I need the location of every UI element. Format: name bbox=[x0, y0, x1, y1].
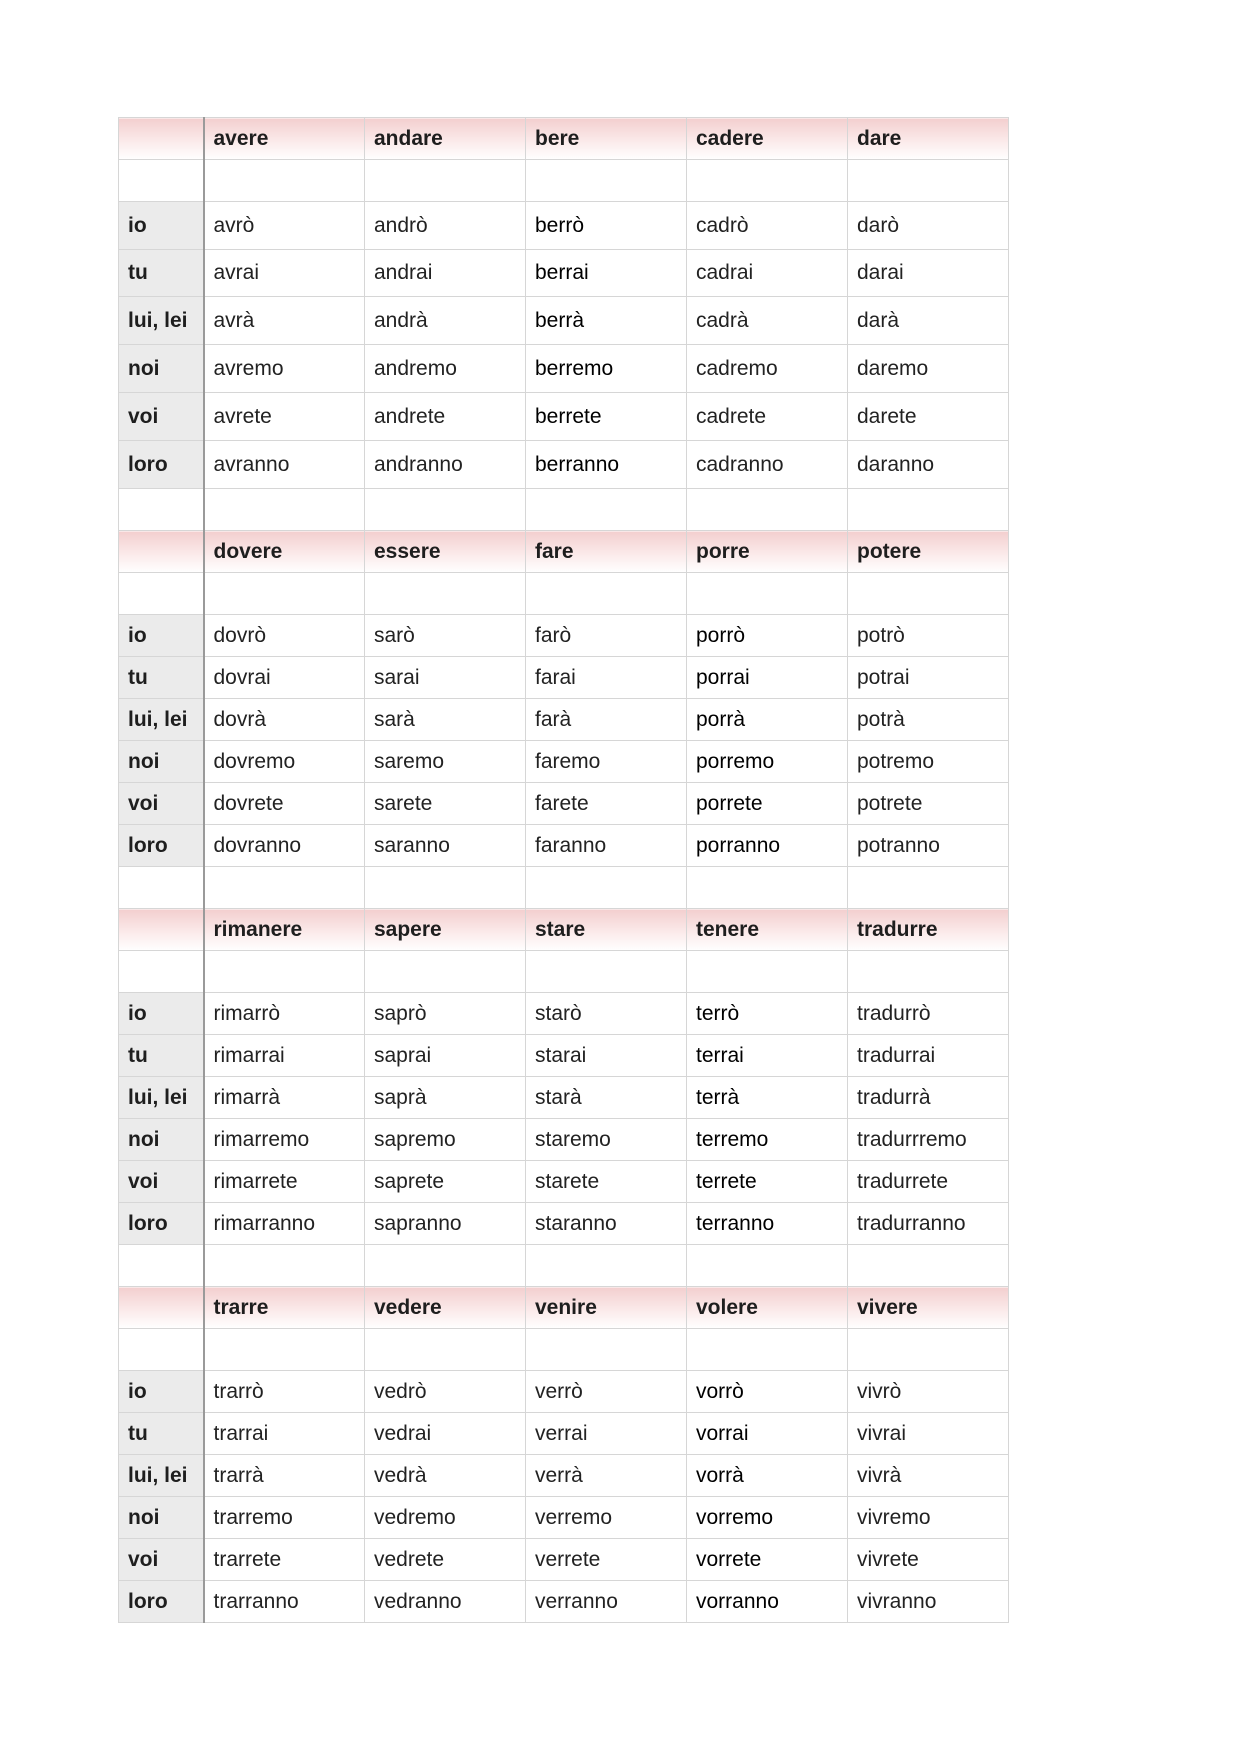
conjugated-form: potrò bbox=[848, 615, 1009, 657]
conjugated-form: vedrai bbox=[365, 1413, 526, 1455]
conjugated-form: porrà bbox=[687, 699, 848, 741]
pronoun-label: lui, lei bbox=[119, 1077, 204, 1119]
conjugated-form: cadrai bbox=[687, 250, 848, 297]
conjugation-row bbox=[119, 1539, 1009, 1581]
conjugated-form: tradurranno bbox=[848, 1203, 1009, 1245]
conjugated-form: trarranno bbox=[204, 1581, 365, 1623]
empty-cell bbox=[365, 160, 526, 202]
conjugated-form: vorrà bbox=[687, 1455, 848, 1497]
conjugated-form: cadrete bbox=[687, 393, 848, 441]
conjugated-form: andrete bbox=[365, 393, 526, 441]
conjugation-row bbox=[119, 345, 1009, 393]
pronoun-label: noi bbox=[119, 741, 204, 783]
conjugated-form: avremo bbox=[204, 345, 365, 393]
verb-infinitive-header: rimanere bbox=[204, 909, 365, 951]
empty-cell bbox=[687, 867, 848, 909]
conjugated-form: terranno bbox=[687, 1203, 848, 1245]
conjugated-form: vedranno bbox=[365, 1581, 526, 1623]
conjugated-form: dovrò bbox=[204, 615, 365, 657]
verb-infinitive-header: andare bbox=[365, 118, 526, 160]
verb-infinitive-header: vedere bbox=[365, 1287, 526, 1329]
blank-row bbox=[119, 160, 1009, 202]
conjugated-form: rimarrai bbox=[204, 1035, 365, 1077]
verb-infinitive-header: fare bbox=[526, 531, 687, 573]
conjugated-form: tradurrete bbox=[848, 1161, 1009, 1203]
conjugated-form: starà bbox=[526, 1077, 687, 1119]
verb-infinitive-header: tenere bbox=[687, 909, 848, 951]
conjugated-form: berrò bbox=[526, 202, 687, 250]
verb-infinitive-header: dare bbox=[848, 118, 1009, 160]
empty-cell bbox=[365, 489, 526, 531]
conjugated-form: faranno bbox=[526, 825, 687, 867]
verb-infinitive-header: venire bbox=[526, 1287, 687, 1329]
conjugated-form: berrà bbox=[526, 297, 687, 345]
conjugated-form: cadremo bbox=[687, 345, 848, 393]
empty-cell bbox=[119, 951, 204, 993]
conjugated-form: trarrà bbox=[204, 1455, 365, 1497]
verb-header-row bbox=[119, 118, 1009, 160]
conjugated-form: berrai bbox=[526, 250, 687, 297]
empty-cell bbox=[365, 1329, 526, 1371]
conjugated-form: dovrete bbox=[204, 783, 365, 825]
conjugated-form: sapranno bbox=[365, 1203, 526, 1245]
conjugated-form: avranno bbox=[204, 441, 365, 489]
empty-cell bbox=[848, 867, 1009, 909]
conjugated-form: porrete bbox=[687, 783, 848, 825]
pronoun-label: loro bbox=[119, 441, 204, 489]
pronoun-label: noi bbox=[119, 345, 204, 393]
empty-cell bbox=[687, 951, 848, 993]
verb-infinitive-header: trarre bbox=[204, 1287, 365, 1329]
conjugated-form: porranno bbox=[687, 825, 848, 867]
conjugation-row bbox=[119, 1203, 1009, 1245]
conjugation-row bbox=[119, 783, 1009, 825]
conjugation-row bbox=[119, 741, 1009, 783]
conjugated-form: farò bbox=[526, 615, 687, 657]
conjugated-form: sarete bbox=[365, 783, 526, 825]
empty-cell bbox=[848, 1245, 1009, 1287]
conjugated-form: porremo bbox=[687, 741, 848, 783]
empty-cell bbox=[119, 489, 204, 531]
conjugated-form: tradurrà bbox=[848, 1077, 1009, 1119]
conjugated-form: starai bbox=[526, 1035, 687, 1077]
conjugated-form: andrò bbox=[365, 202, 526, 250]
conjugation-row bbox=[119, 1497, 1009, 1539]
conjugated-form: terrà bbox=[687, 1077, 848, 1119]
conjugated-form: sarai bbox=[365, 657, 526, 699]
conjugated-form: vedrete bbox=[365, 1539, 526, 1581]
conjugated-form: farete bbox=[526, 783, 687, 825]
conjugated-form: verranno bbox=[526, 1581, 687, 1623]
pronoun-label: io bbox=[119, 1371, 204, 1413]
conjugation-row bbox=[119, 1035, 1009, 1077]
conjugated-form: terremo bbox=[687, 1119, 848, 1161]
conjugated-form: trarrete bbox=[204, 1539, 365, 1581]
empty-cell bbox=[687, 1245, 848, 1287]
conjugated-form: staranno bbox=[526, 1203, 687, 1245]
conjugated-form: vorrete bbox=[687, 1539, 848, 1581]
header-corner-cell bbox=[119, 118, 204, 160]
conjugated-form: verrà bbox=[526, 1455, 687, 1497]
conjugated-form: tradurrai bbox=[848, 1035, 1009, 1077]
empty-cell bbox=[365, 867, 526, 909]
header-corner-cell bbox=[119, 1287, 204, 1329]
conjugated-form: darai bbox=[848, 250, 1009, 297]
empty-cell bbox=[526, 489, 687, 531]
conjugated-form: starete bbox=[526, 1161, 687, 1203]
verb-infinitive-header: porre bbox=[687, 531, 848, 573]
empty-cell bbox=[687, 573, 848, 615]
pronoun-label: tu bbox=[119, 250, 204, 297]
verb-header-row bbox=[119, 909, 1009, 951]
conjugated-form: saprò bbox=[365, 993, 526, 1035]
empty-cell bbox=[526, 867, 687, 909]
conjugated-form: avrò bbox=[204, 202, 365, 250]
pronoun-label: voi bbox=[119, 1161, 204, 1203]
conjugated-form: potranno bbox=[848, 825, 1009, 867]
conjugated-form: potrete bbox=[848, 783, 1009, 825]
empty-cell bbox=[687, 160, 848, 202]
conjugated-form: andranno bbox=[365, 441, 526, 489]
conjugated-form: vedrò bbox=[365, 1371, 526, 1413]
conjugated-form: daremo bbox=[848, 345, 1009, 393]
conjugation-row bbox=[119, 1161, 1009, 1203]
verb-infinitive-header: avere bbox=[204, 118, 365, 160]
conjugated-form: trarremo bbox=[204, 1497, 365, 1539]
conjugated-form: andremo bbox=[365, 345, 526, 393]
verb-infinitive-header: bere bbox=[526, 118, 687, 160]
empty-cell bbox=[848, 951, 1009, 993]
conjugated-form: farai bbox=[526, 657, 687, 699]
conjugated-form: cadrò bbox=[687, 202, 848, 250]
conjugated-form: vorrai bbox=[687, 1413, 848, 1455]
header-corner-cell bbox=[119, 909, 204, 951]
conjugated-form: tradurrremo bbox=[848, 1119, 1009, 1161]
empty-cell bbox=[526, 1329, 687, 1371]
conjugated-form: porrò bbox=[687, 615, 848, 657]
empty-cell bbox=[848, 1329, 1009, 1371]
conjugated-form: berremo bbox=[526, 345, 687, 393]
conjugated-form: saremo bbox=[365, 741, 526, 783]
verb-infinitive-header: tradurre bbox=[848, 909, 1009, 951]
conjugation-row bbox=[119, 615, 1009, 657]
pronoun-label: lui, lei bbox=[119, 297, 204, 345]
verb-infinitive-header: essere bbox=[365, 531, 526, 573]
conjugated-form: darà bbox=[848, 297, 1009, 345]
conjugation-row bbox=[119, 1581, 1009, 1623]
empty-cell bbox=[848, 573, 1009, 615]
blank-row bbox=[119, 573, 1009, 615]
empty-cell bbox=[204, 160, 365, 202]
pronoun-label: voi bbox=[119, 783, 204, 825]
empty-cell bbox=[204, 951, 365, 993]
empty-cell bbox=[119, 1245, 204, 1287]
conjugated-form: cadranno bbox=[687, 441, 848, 489]
conjugation-table bbox=[118, 117, 1009, 1623]
empty-cell bbox=[204, 573, 365, 615]
empty-cell bbox=[119, 1329, 204, 1371]
pronoun-label: noi bbox=[119, 1497, 204, 1539]
conjugation-row bbox=[119, 1413, 1009, 1455]
conjugated-form: faremo bbox=[526, 741, 687, 783]
verb-header-row bbox=[119, 1287, 1009, 1329]
conjugated-form: vorranno bbox=[687, 1581, 848, 1623]
conjugated-form: rimarremo bbox=[204, 1119, 365, 1161]
empty-cell bbox=[204, 1245, 365, 1287]
conjugated-form: vedrà bbox=[365, 1455, 526, 1497]
pronoun-label: io bbox=[119, 615, 204, 657]
empty-cell bbox=[204, 867, 365, 909]
conjugation-row bbox=[119, 699, 1009, 741]
conjugation-row bbox=[119, 1455, 1009, 1497]
conjugation-row bbox=[119, 657, 1009, 699]
conjugated-form: vorremo bbox=[687, 1497, 848, 1539]
conjugated-form: rimarrete bbox=[204, 1161, 365, 1203]
conjugated-form: potremo bbox=[848, 741, 1009, 783]
conjugation-row bbox=[119, 202, 1009, 250]
conjugated-form: terrete bbox=[687, 1161, 848, 1203]
conjugation-row bbox=[119, 393, 1009, 441]
conjugated-form: terrai bbox=[687, 1035, 848, 1077]
spacer-row bbox=[119, 1245, 1009, 1287]
conjugated-form: vedremo bbox=[365, 1497, 526, 1539]
conjugated-form: sapremo bbox=[365, 1119, 526, 1161]
empty-cell bbox=[848, 160, 1009, 202]
conjugated-form: dovrà bbox=[204, 699, 365, 741]
conjugated-form: sarò bbox=[365, 615, 526, 657]
verb-infinitive-header: sapere bbox=[365, 909, 526, 951]
empty-cell bbox=[365, 951, 526, 993]
pronoun-label: tu bbox=[119, 1035, 204, 1077]
empty-cell bbox=[526, 1245, 687, 1287]
conjugated-form: andrai bbox=[365, 250, 526, 297]
conjugated-form: verrò bbox=[526, 1371, 687, 1413]
conjugated-form: dovremo bbox=[204, 741, 365, 783]
conjugated-form: vivrò bbox=[848, 1371, 1009, 1413]
spacer-row bbox=[119, 867, 1009, 909]
conjugated-form: saprai bbox=[365, 1035, 526, 1077]
conjugated-form: daranno bbox=[848, 441, 1009, 489]
pronoun-label: voi bbox=[119, 1539, 204, 1581]
conjugated-form: terrò bbox=[687, 993, 848, 1035]
conjugated-form: vivrete bbox=[848, 1539, 1009, 1581]
conjugation-row bbox=[119, 250, 1009, 297]
pronoun-label: lui, lei bbox=[119, 699, 204, 741]
pronoun-label: loro bbox=[119, 1203, 204, 1245]
conjugation-row bbox=[119, 1119, 1009, 1161]
conjugated-form: tradurrò bbox=[848, 993, 1009, 1035]
conjugated-form: saprà bbox=[365, 1077, 526, 1119]
conjugation-row bbox=[119, 1371, 1009, 1413]
pronoun-label: loro bbox=[119, 1581, 204, 1623]
pronoun-label: io bbox=[119, 993, 204, 1035]
blank-row bbox=[119, 1329, 1009, 1371]
conjugated-form: saranno bbox=[365, 825, 526, 867]
blank-row bbox=[119, 951, 1009, 993]
empty-cell bbox=[526, 951, 687, 993]
conjugated-form: potrà bbox=[848, 699, 1009, 741]
conjugated-form: potrai bbox=[848, 657, 1009, 699]
conjugated-form: darete bbox=[848, 393, 1009, 441]
conjugated-form: rimarrò bbox=[204, 993, 365, 1035]
conjugated-form: vivrà bbox=[848, 1455, 1009, 1497]
conjugation-row bbox=[119, 441, 1009, 489]
empty-cell bbox=[204, 489, 365, 531]
empty-cell bbox=[204, 1329, 365, 1371]
empty-cell bbox=[365, 1245, 526, 1287]
conjugated-form: verremo bbox=[526, 1497, 687, 1539]
pronoun-label: io bbox=[119, 202, 204, 250]
empty-cell bbox=[526, 160, 687, 202]
conjugated-form: vivrai bbox=[848, 1413, 1009, 1455]
empty-cell bbox=[365, 573, 526, 615]
conjugated-form: trarrai bbox=[204, 1413, 365, 1455]
conjugated-form: sarà bbox=[365, 699, 526, 741]
conjugated-form: verrai bbox=[526, 1413, 687, 1455]
conjugated-form: avrai bbox=[204, 250, 365, 297]
conjugated-form: berrete bbox=[526, 393, 687, 441]
header-corner-cell bbox=[119, 531, 204, 573]
conjugated-form: rimarranno bbox=[204, 1203, 365, 1245]
conjugated-form: starò bbox=[526, 993, 687, 1035]
conjugated-form: vivremo bbox=[848, 1497, 1009, 1539]
verb-infinitive-header: potere bbox=[848, 531, 1009, 573]
conjugation-row bbox=[119, 1077, 1009, 1119]
conjugated-form: avrà bbox=[204, 297, 365, 345]
conjugated-form: avrete bbox=[204, 393, 365, 441]
conjugated-form: vorrò bbox=[687, 1371, 848, 1413]
pronoun-label: noi bbox=[119, 1119, 204, 1161]
pronoun-label: lui, lei bbox=[119, 1455, 204, 1497]
empty-cell bbox=[687, 1329, 848, 1371]
conjugated-form: darò bbox=[848, 202, 1009, 250]
verb-infinitive-header: volere bbox=[687, 1287, 848, 1329]
conjugation-row bbox=[119, 993, 1009, 1035]
verb-infinitive-header: stare bbox=[526, 909, 687, 951]
conjugated-form: berranno bbox=[526, 441, 687, 489]
empty-cell bbox=[119, 160, 204, 202]
verb-infinitive-header: vivere bbox=[848, 1287, 1009, 1329]
pronoun-label: tu bbox=[119, 657, 204, 699]
pronoun-label: voi bbox=[119, 393, 204, 441]
conjugated-form: dovrai bbox=[204, 657, 365, 699]
empty-cell bbox=[119, 573, 204, 615]
verb-infinitive-header: cadere bbox=[687, 118, 848, 160]
empty-cell bbox=[687, 489, 848, 531]
empty-cell bbox=[526, 573, 687, 615]
conjugated-form: vivranno bbox=[848, 1581, 1009, 1623]
conjugation-row bbox=[119, 825, 1009, 867]
empty-cell bbox=[848, 489, 1009, 531]
conjugated-form: porrai bbox=[687, 657, 848, 699]
conjugated-form: verrete bbox=[526, 1539, 687, 1581]
conjugated-form: cadrà bbox=[687, 297, 848, 345]
conjugated-form: dovranno bbox=[204, 825, 365, 867]
empty-cell bbox=[119, 867, 204, 909]
conjugated-form: andrà bbox=[365, 297, 526, 345]
conjugation-row bbox=[119, 297, 1009, 345]
spacer-row bbox=[119, 489, 1009, 531]
verb-infinitive-header: dovere bbox=[204, 531, 365, 573]
conjugated-form: trarrò bbox=[204, 1371, 365, 1413]
conjugated-form: farà bbox=[526, 699, 687, 741]
verb-header-row bbox=[119, 531, 1009, 573]
conjugated-form: rimarrà bbox=[204, 1077, 365, 1119]
pronoun-label: loro bbox=[119, 825, 204, 867]
conjugated-form: staremo bbox=[526, 1119, 687, 1161]
pronoun-label: tu bbox=[119, 1413, 204, 1455]
conjugated-form: saprete bbox=[365, 1161, 526, 1203]
